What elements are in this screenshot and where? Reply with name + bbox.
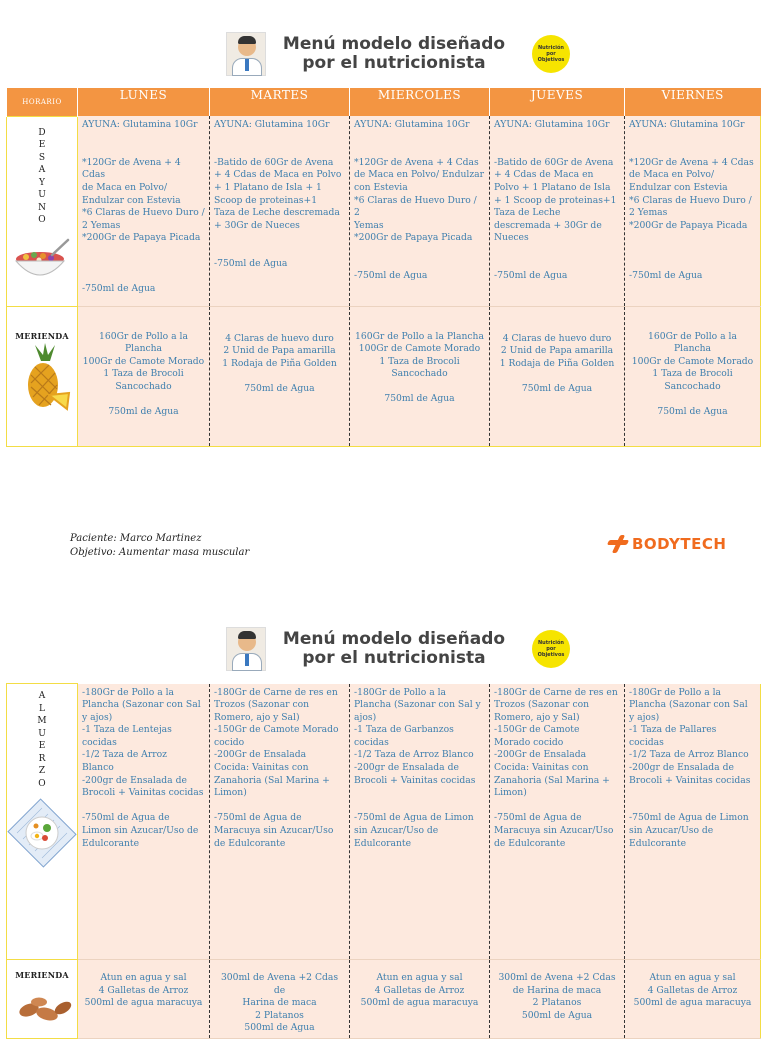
cell-line: cocido bbox=[214, 736, 245, 748]
almuerzo-lunes bbox=[78, 684, 210, 960]
cell-line bbox=[494, 132, 620, 145]
cell-line: Morado cocido bbox=[494, 736, 564, 748]
cell-line: Edulcorante bbox=[354, 837, 412, 849]
cell-line: *120Gr de Avena + 4 Cdas bbox=[354, 156, 479, 168]
vertical-letter: A bbox=[38, 691, 46, 701]
merienda-label-cell-2 bbox=[7, 960, 78, 1039]
day-header-lunes: LUNES bbox=[78, 88, 210, 116]
merienda-label-1: MERIENDA bbox=[15, 330, 69, 341]
banner-title-line-1: Menú modelo diseñado bbox=[282, 34, 506, 54]
cell-line: y ajos) bbox=[629, 711, 660, 723]
cell-text bbox=[82, 687, 205, 851]
cell-line: Plancha (Sazonar con Sal bbox=[82, 699, 201, 711]
badge-line-1: Nutrición bbox=[538, 45, 564, 51]
merienda2-martes bbox=[210, 960, 350, 1039]
cell-text bbox=[629, 119, 756, 283]
cell-line: Maracuya sin Azucar/Uso bbox=[494, 825, 614, 837]
cell-line: 300ml de Avena +2 Cdas bbox=[498, 972, 616, 983]
cell-line: 750ml de Agua bbox=[244, 382, 315, 394]
cell-line: 4 Claras de huevo duro bbox=[225, 332, 334, 344]
nutritionist-icon bbox=[226, 32, 266, 76]
cell-line: 1 Taza de Brocoli bbox=[103, 368, 184, 380]
cell-line: de Maca en Polvo/ Endulzar bbox=[354, 169, 485, 181]
desayuno-miercoles bbox=[350, 116, 490, 306]
cell-line bbox=[82, 800, 205, 813]
cell-line: sin Azucar/Uso de bbox=[629, 825, 714, 837]
cell-text bbox=[354, 331, 485, 407]
banner-title-line-2: por el nutricionista bbox=[302, 53, 486, 73]
cell-line bbox=[214, 132, 345, 145]
cell-line: Limon) bbox=[494, 787, 527, 799]
cell-line: -750ml de Agua bbox=[354, 270, 428, 282]
badge-line-3: Objetivos bbox=[537, 57, 565, 63]
cell-line: Taza de Leche descremada bbox=[214, 207, 340, 219]
pineapple-icon bbox=[21, 343, 71, 413]
cell-line: Atun en agua y sal bbox=[376, 972, 463, 983]
cell-line: *6 Claras de Huevo Duro / bbox=[629, 194, 752, 206]
merienda-row-2 bbox=[7, 960, 761, 1039]
horario-header: HORARIO bbox=[7, 88, 78, 116]
merienda-row-1 bbox=[7, 306, 761, 446]
merienda-label-cell-1 bbox=[7, 306, 78, 446]
merienda1-viernes bbox=[625, 306, 761, 446]
day-header-jueves: JUEVES bbox=[490, 88, 625, 116]
desayuno-vertical-label bbox=[7, 117, 77, 227]
cell-line: -Batido de 60Gr de Avena bbox=[214, 156, 334, 168]
vertical-letter: O bbox=[38, 778, 46, 789]
merienda-label-2: MERIENDA bbox=[15, 970, 69, 980]
cell-line: *200Gr de Papaya Picada bbox=[82, 232, 201, 244]
cell-line: + 1 Platano de Isla + 1 bbox=[214, 181, 322, 193]
nutricion-por-objetivos-logo bbox=[532, 630, 570, 668]
vertical-letter: U bbox=[38, 728, 46, 739]
cell-line: de Harina de maca bbox=[512, 984, 602, 996]
cell-line: -1/2 Taza de Arroz Blanco bbox=[354, 749, 474, 761]
cell-line: 750ml de Agua bbox=[657, 406, 728, 418]
cell-text bbox=[214, 972, 345, 1035]
cell-line: 100Gr de Camote Morado bbox=[631, 355, 754, 367]
cell-line: -750ml de Agua de bbox=[494, 812, 582, 824]
patient-goal: Objetivo: Aumentar masa muscular bbox=[70, 547, 250, 558]
cell-line: *6 Claras de Huevo Duro / 2 bbox=[354, 194, 477, 219]
cell-line: 160Gr de Pollo a la Plancha bbox=[355, 330, 484, 342]
day-header-viernes: VIERNES bbox=[625, 88, 761, 116]
cell-line: 500ml de Agua bbox=[244, 1022, 315, 1034]
cell-line bbox=[82, 144, 205, 157]
cell-line: Limon) bbox=[214, 787, 247, 799]
cell-line: 1 Taza de Brocoli bbox=[652, 368, 733, 380]
cell-line: de Edulcorante bbox=[494, 837, 566, 849]
banner-title bbox=[278, 35, 510, 73]
merienda1-jueves bbox=[490, 306, 625, 446]
cell-line bbox=[494, 370, 620, 383]
cell-line: -200Gr de Ensalada bbox=[214, 749, 307, 761]
cell-line bbox=[494, 245, 620, 258]
badge-line-2: por bbox=[546, 51, 556, 57]
cell-line: Scoop de proteinas+1 bbox=[214, 194, 318, 206]
merienda1-miercoles bbox=[350, 306, 490, 446]
cell-line: 4 Galletas de Arroz bbox=[647, 984, 738, 996]
cell-line: -1 Taza de Pallares bbox=[629, 724, 717, 736]
cell-line bbox=[214, 370, 345, 383]
cell-text bbox=[214, 333, 345, 396]
almuerzo-viernes bbox=[625, 684, 761, 960]
cell-line: -180Gr de Carne de res en bbox=[214, 686, 338, 698]
cell-line: AYUNA: Glutamina 10Gr bbox=[354, 119, 470, 130]
cell-line: -750ml de Agua bbox=[494, 270, 568, 282]
cell-line: *120Gr de Avena + 4 Cdas bbox=[629, 156, 754, 168]
cell-line: 2 Platanos bbox=[532, 997, 582, 1009]
cell-line bbox=[82, 393, 205, 406]
cell-line: + 1 Scoop de proteinas+1 bbox=[494, 194, 617, 206]
cell-line bbox=[214, 232, 345, 245]
vertical-letter: M bbox=[37, 716, 47, 726]
day-header-miercoles: MIERCOLES bbox=[350, 88, 490, 116]
patient-info bbox=[70, 532, 249, 560]
cell-line: AYUNA: Glutamina 10Gr bbox=[82, 119, 198, 130]
almuerzo-vertical-label bbox=[7, 684, 77, 790]
cell-line: Trozos (Sazonar con bbox=[494, 699, 590, 711]
cell-line: de Maca en Polvo/ bbox=[629, 169, 715, 181]
cell-text bbox=[82, 972, 205, 1010]
cell-line bbox=[354, 787, 485, 800]
cell-line bbox=[629, 232, 756, 245]
cell-line: -1 Taza de Lentejas bbox=[82, 724, 172, 736]
cell-text bbox=[629, 972, 756, 1010]
cell-text bbox=[82, 119, 205, 295]
vertical-letter: A bbox=[38, 165, 46, 175]
cell-line: -Batido de 60Gr de Avena bbox=[494, 156, 614, 168]
cell-line: Polvo + 1 Platano de Isla bbox=[494, 181, 611, 193]
cell-text bbox=[494, 687, 620, 851]
cell-line: AYUNA: Glutamina 10Gr bbox=[214, 119, 330, 130]
cell-line bbox=[494, 258, 620, 271]
merienda2-miercoles bbox=[350, 960, 490, 1039]
cell-line: de Edulcorante bbox=[214, 837, 286, 849]
cell-line bbox=[354, 381, 485, 394]
cell-line: -180Gr de Carne de res en bbox=[494, 686, 618, 698]
days-header-row bbox=[7, 88, 761, 116]
cell-line bbox=[82, 258, 205, 271]
cell-line: y ajos) bbox=[82, 711, 113, 723]
cell-line: 500ml de agua maracuya bbox=[360, 997, 479, 1009]
nutritionist-icon bbox=[226, 627, 266, 671]
banner-title-line-2: por el nutricionista bbox=[302, 648, 486, 668]
badge-line-1: Nutrición bbox=[538, 640, 564, 646]
cell-line: -180Gr de Pollo a la bbox=[354, 686, 447, 698]
cell-line bbox=[354, 132, 485, 145]
merienda2-viernes bbox=[625, 960, 761, 1039]
cell-line: 100Gr de Camote Morado bbox=[82, 355, 205, 367]
cell-line: Sancochado bbox=[664, 380, 721, 392]
cell-text bbox=[354, 972, 485, 1010]
almuerzo-jueves bbox=[490, 684, 625, 960]
cell-line: *6 Claras de Huevo Duro / bbox=[82, 207, 205, 219]
cell-line: Cocida: Vainitas con bbox=[494, 762, 589, 774]
cell-line: con Estevia bbox=[354, 181, 408, 193]
patient-name: Paciente: Marco Martinez bbox=[70, 533, 202, 544]
cell-line bbox=[629, 393, 756, 406]
cell-line bbox=[494, 800, 620, 813]
cell-line: Cocida: Vainitas con bbox=[214, 762, 309, 774]
cell-line: 2 Unid de Papa amarilla bbox=[500, 345, 614, 357]
cell-line: AYUNA: Glutamina 10Gr bbox=[494, 119, 610, 130]
cell-line bbox=[82, 270, 205, 283]
cell-line bbox=[629, 787, 756, 800]
menu-table-morning bbox=[6, 88, 761, 447]
cell-line: Romero, ajo y Sal) bbox=[214, 711, 300, 723]
cell-line: Nueces bbox=[494, 232, 529, 244]
cell-line: -150Gr de Camote bbox=[494, 724, 580, 736]
cell-line: Romero, ajo y Sal) bbox=[494, 711, 580, 723]
badge-line-3: Objetivos bbox=[537, 652, 565, 658]
bodytech-mark-icon bbox=[608, 533, 628, 555]
cell-line: 500ml de agua maracuya bbox=[633, 997, 752, 1009]
nutricion-por-objetivos-logo bbox=[532, 35, 570, 73]
cell-line bbox=[354, 245, 485, 258]
cell-line: Edulcorante bbox=[82, 837, 140, 849]
cell-line: Atun en agua y sal bbox=[649, 972, 736, 983]
vertical-letter: Y bbox=[39, 177, 45, 188]
cell-line: AYUNA: Glutamina 10Gr bbox=[629, 119, 745, 130]
cereal-bowl-icon bbox=[12, 237, 72, 287]
cell-line: Brocoli + Vainitas cocidas bbox=[82, 787, 204, 799]
cell-line: 4 Galletas de Arroz bbox=[374, 984, 465, 996]
vertical-letter: D bbox=[38, 127, 46, 138]
cell-text bbox=[214, 687, 345, 851]
cell-line: + 4 Cdas de Maca en bbox=[494, 169, 594, 181]
cell-line bbox=[82, 245, 205, 258]
almuerzo-row bbox=[7, 684, 761, 960]
cell-line: 2 Yemas bbox=[629, 207, 668, 219]
cell-text bbox=[629, 687, 756, 851]
lunch-plate-icon bbox=[11, 804, 73, 862]
cell-line: Endulzar con Estevia bbox=[82, 194, 181, 206]
cell-line bbox=[629, 245, 756, 258]
menu-banner bbox=[226, 30, 570, 78]
almonds-icon bbox=[15, 994, 75, 1024]
cell-line: 500ml de Agua bbox=[521, 1009, 593, 1021]
desayuno-label-cell bbox=[7, 116, 78, 306]
cell-line: 300ml de Avena +2 Cdas de bbox=[220, 972, 339, 996]
cell-line: *200Gr de Papaya Picada bbox=[629, 219, 748, 231]
almuerzo-martes bbox=[210, 684, 350, 960]
vertical-letter: Z bbox=[38, 766, 46, 776]
vertical-letter: S bbox=[38, 152, 46, 163]
desayuno-lunes bbox=[78, 116, 210, 306]
cell-text bbox=[494, 119, 620, 283]
cell-line bbox=[354, 800, 485, 813]
vertical-letter: E bbox=[38, 140, 46, 150]
vertical-letter: N bbox=[38, 202, 46, 213]
vertical-letter: U bbox=[38, 190, 46, 200]
cell-line: descremada + 30Gr de bbox=[494, 219, 602, 231]
cell-line: Sancochado bbox=[115, 380, 172, 392]
cell-line bbox=[629, 258, 756, 271]
cell-line: 100Gr de Camote Morado bbox=[358, 343, 481, 355]
cell-line: 160Gr de Pollo a la Plancha bbox=[648, 330, 737, 355]
cell-line: cocidas bbox=[629, 736, 664, 748]
merienda1-martes bbox=[210, 306, 350, 446]
cell-line: sin Azucar/Uso de bbox=[354, 825, 439, 837]
cell-line: -200gr de Ensalada de bbox=[82, 774, 187, 786]
cell-line: -750ml de Agua de bbox=[82, 812, 170, 824]
cell-text bbox=[82, 331, 205, 419]
cell-line: *120Gr de Avena + 4 Cdas bbox=[82, 156, 181, 181]
cell-line: Yemas bbox=[354, 219, 384, 231]
desayuno-viernes bbox=[625, 116, 761, 306]
merienda2-lunes bbox=[78, 960, 210, 1039]
cell-line bbox=[82, 132, 205, 145]
cell-line bbox=[214, 800, 345, 813]
cell-line: -200gr de Ensalada de bbox=[354, 762, 459, 774]
cell-line: 750ml de Agua bbox=[108, 406, 179, 418]
cell-line: Atun en agua y sal bbox=[100, 972, 187, 983]
almuerzo-miercoles bbox=[350, 684, 490, 960]
cell-line: -180Gr de Pollo a la bbox=[82, 686, 175, 698]
cell-line: -750ml de Agua de Limon bbox=[354, 812, 474, 824]
cell-text bbox=[214, 119, 345, 270]
cell-line: Maracuya sin Azucar/Uso bbox=[214, 825, 334, 837]
cell-line: 750ml de Agua bbox=[384, 393, 455, 405]
cell-line: Edulcorante bbox=[629, 837, 687, 849]
banner-title-line-1: Menú modelo diseñado bbox=[282, 629, 506, 649]
cell-line: -1/2 Taza de Arroz Blanco bbox=[629, 749, 749, 761]
cell-line: -200gr de Ensalada de bbox=[629, 762, 734, 774]
cell-line bbox=[354, 144, 485, 157]
cell-text bbox=[494, 333, 620, 396]
cell-line bbox=[354, 258, 485, 271]
menu-banner-2 bbox=[226, 625, 570, 673]
cell-text bbox=[494, 972, 620, 1022]
cell-line: Sancochado bbox=[391, 368, 448, 380]
cell-line: Taza de Leche bbox=[494, 207, 561, 219]
cell-text bbox=[629, 331, 756, 419]
cell-line: Brocoli + Vainitas cocidas bbox=[629, 774, 751, 786]
desayuno-jueves bbox=[490, 116, 625, 306]
vertical-letter: L bbox=[39, 703, 45, 714]
bodytech-wordmark: BODYTECH bbox=[632, 535, 727, 553]
cell-line: cocidas bbox=[354, 736, 389, 748]
almuerzo-label-cell bbox=[7, 684, 78, 960]
cell-line: 500ml de agua maracuya bbox=[84, 997, 203, 1009]
vertical-letter: O bbox=[38, 215, 46, 225]
cell-line: 4 Claras de huevo duro bbox=[502, 332, 612, 344]
cell-line: 2 Unid de Papa amarilla bbox=[223, 345, 336, 357]
cell-line: -180Gr de Pollo a la bbox=[629, 686, 722, 698]
cell-line: -750ml de Agua de bbox=[214, 812, 302, 824]
cell-line: + 30Gr de Nueces bbox=[214, 219, 300, 231]
cell-line: -1 Taza de Garbanzos bbox=[354, 724, 454, 736]
cell-line: -150Gr de Camote Morado bbox=[214, 724, 339, 736]
vertical-letter: E bbox=[38, 741, 46, 751]
cell-line: Zanahoria (Sal Marina + bbox=[214, 774, 330, 786]
cell-line: 1 Rodaja de Piña Golden bbox=[499, 357, 615, 369]
cell-line: 4 Galletas de Arroz bbox=[98, 984, 189, 996]
cell-line: -750ml de Agua de Limon bbox=[629, 812, 749, 824]
cell-line: -750ml de Agua bbox=[214, 257, 288, 269]
cell-line bbox=[494, 144, 620, 157]
cell-line: Zanahoria (Sal Marina + bbox=[494, 774, 610, 786]
day-header-martes: MARTES bbox=[210, 88, 350, 116]
cell-line: Limon sin Azucar/Uso de bbox=[82, 825, 199, 837]
cell-line bbox=[629, 144, 756, 157]
cell-line bbox=[214, 245, 345, 258]
cell-line: 160Gr de Pollo a la bbox=[99, 330, 188, 342]
cell-line: Plancha bbox=[124, 343, 163, 355]
cell-line bbox=[214, 144, 345, 157]
cell-line bbox=[629, 800, 756, 813]
cell-line: Trozos (Sazonar con bbox=[214, 699, 310, 711]
menu-table-afternoon bbox=[6, 683, 761, 1039]
cell-line: -200Gr de Ensalada bbox=[494, 749, 587, 761]
cell-line: 750ml de Agua bbox=[521, 382, 593, 394]
cell-text bbox=[354, 687, 485, 851]
cell-line: 1 Taza de Brocoli bbox=[379, 355, 460, 367]
cell-line: 2 Yemas bbox=[82, 219, 121, 231]
cell-line: Endulzar con Estevia bbox=[629, 181, 728, 193]
cell-line: -1/2 Taza de Arroz bbox=[82, 749, 167, 761]
desayuno-row bbox=[7, 116, 761, 306]
cell-line: de Maca en Polvo/ bbox=[82, 181, 168, 193]
cell-line: -750ml de Agua bbox=[82, 282, 156, 294]
cell-line: 1 Rodaja de Piña Golden bbox=[222, 357, 337, 369]
bodytech-logo bbox=[608, 533, 726, 555]
cell-line bbox=[629, 132, 756, 145]
merienda2-jueves bbox=[490, 960, 625, 1039]
merienda1-lunes bbox=[78, 306, 210, 446]
desayuno-martes bbox=[210, 116, 350, 306]
cell-line: ajos) bbox=[354, 711, 377, 723]
cell-line: Plancha (Sazonar con Sal bbox=[629, 699, 748, 711]
vertical-letter: R bbox=[38, 753, 46, 764]
cell-line: cocidas bbox=[82, 736, 117, 748]
cell-line: Blanco bbox=[82, 762, 114, 774]
badge-line-2: por bbox=[546, 646, 556, 652]
cell-text bbox=[354, 119, 485, 283]
banner-title-2 bbox=[278, 630, 510, 668]
cell-line: 2 Platanos bbox=[255, 1009, 304, 1021]
cell-line: Plancha (Sazonar con Sal y bbox=[354, 699, 481, 711]
cell-line: Brocoli + Vainitas cocidas bbox=[354, 774, 476, 786]
cell-line: Harina de maca bbox=[242, 997, 317, 1009]
cell-line: *200Gr de Papaya Picada bbox=[354, 232, 473, 244]
cell-line: -750ml de Agua bbox=[629, 270, 703, 282]
cell-line: + 4 Cdas de Maca en Polvo bbox=[214, 169, 342, 181]
